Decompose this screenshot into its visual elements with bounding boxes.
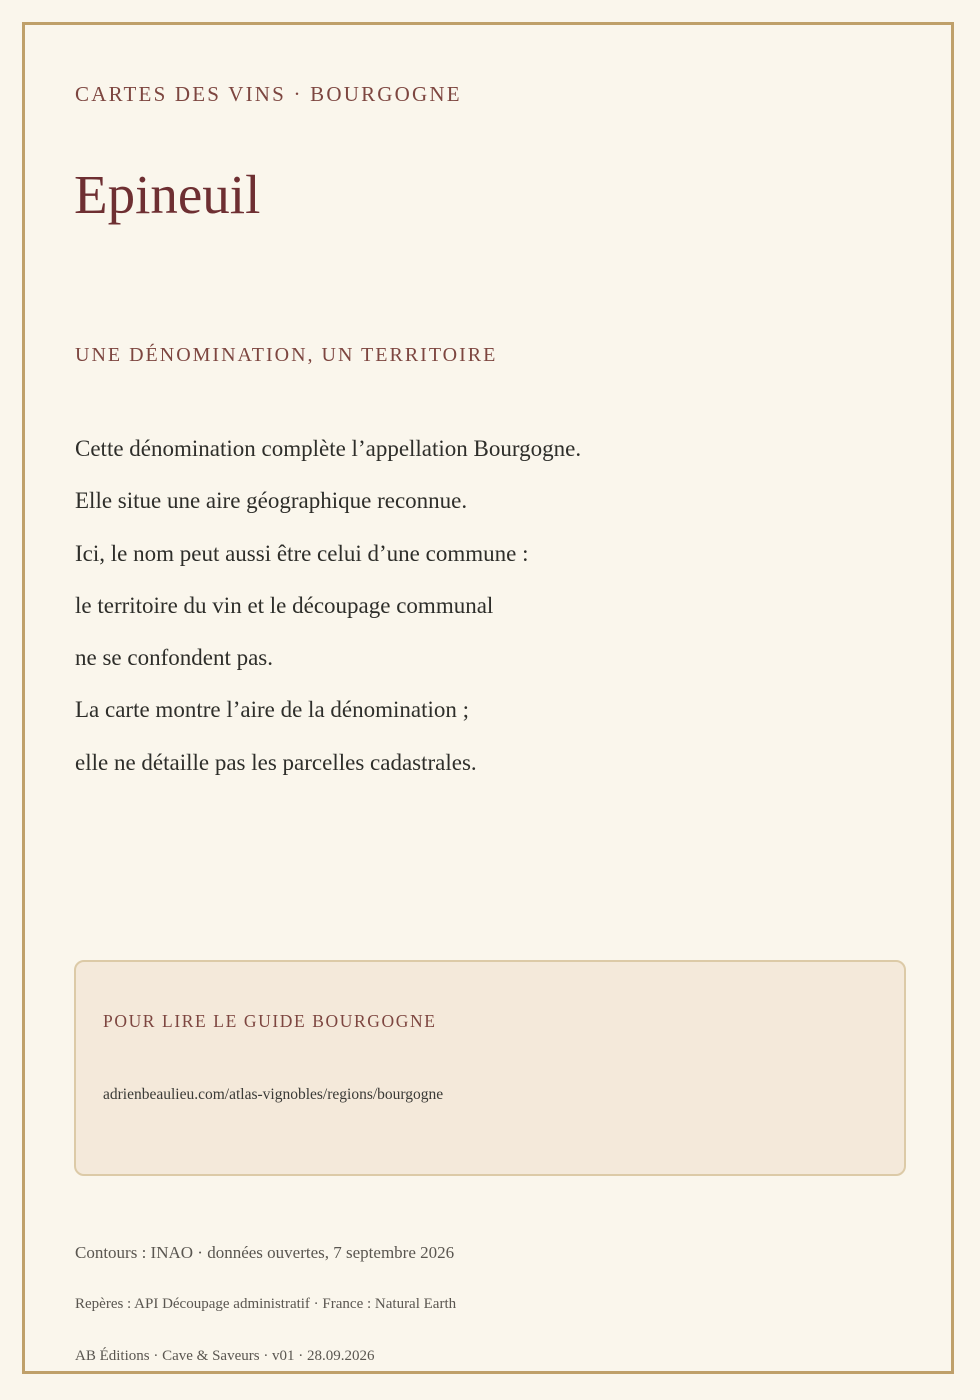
series-eyebrow: CARTES DES VINS · BOURGOGNE bbox=[75, 82, 462, 106]
body-line: ne se confondent pas. bbox=[75, 645, 273, 671]
page-title: Epineuil bbox=[74, 164, 261, 225]
footer-edition: AB Éditions · Cave & Saveurs · v01 · 28.09.2026 bbox=[75, 1348, 375, 1364]
guide-box bbox=[74, 960, 906, 1176]
footer-landmarks: Repères : API Découpage administratif · France : Natural Earth bbox=[75, 1296, 457, 1312]
body-line: elle ne détaille pas les parcelles cadastrales. bbox=[75, 749, 477, 775]
body-line: le territoire du vin et le découpage communal bbox=[75, 592, 494, 618]
body-text bbox=[75, 432, 581, 798]
footer-sources: Contours : INAO · données ouvertes, 7 septembre 2026 bbox=[75, 1243, 455, 1262]
guide-heading: POUR LIRE LE GUIDE BOURGOGNE bbox=[103, 1011, 437, 1031]
guide-link[interactable]: adrienbeaulieu.com/atlas-vignobles/regions/bourgogne bbox=[103, 1086, 444, 1103]
body-line: Elle situe une aire géographique reconnue. bbox=[75, 488, 468, 514]
body-line: La carte montre l’aire de la dénomination ; bbox=[75, 697, 470, 723]
body-line: Ici, le nom peut aussi être celui d’une commune : bbox=[75, 540, 529, 566]
body-line: Cette dénomination complète l’appellation Bourgogne. bbox=[75, 436, 582, 461]
section-heading: UNE DÉNOMINATION, UN TERRITOIRE bbox=[75, 344, 498, 366]
